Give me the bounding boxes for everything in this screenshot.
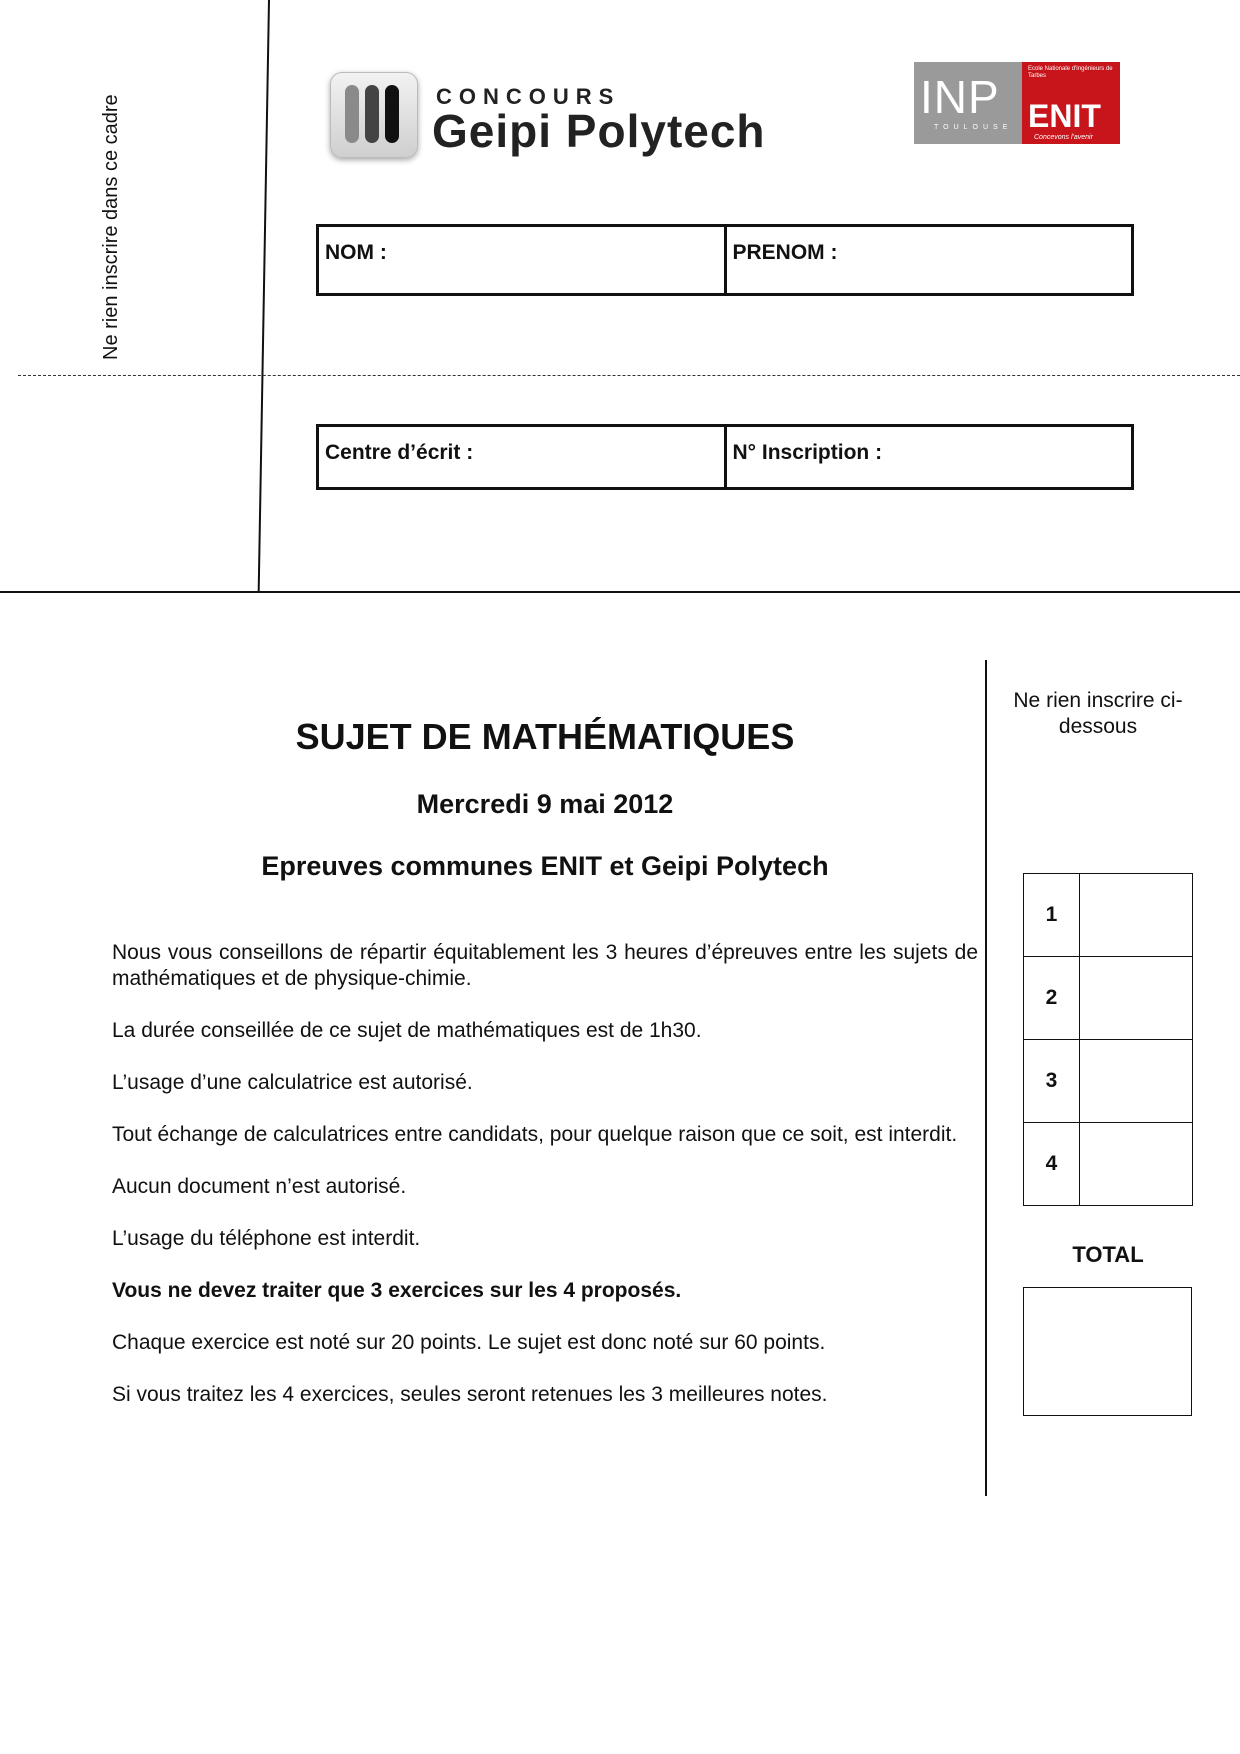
brand-name: Geipi Polytech: [432, 105, 766, 157]
score-cell: [1080, 957, 1193, 1040]
exercise-number: 4: [1024, 1123, 1080, 1206]
page-title: SUJET DE MATHÉMATIQUES: [295, 716, 795, 757]
nom-field[interactable]: [319, 227, 724, 293]
inscription-label: N° Inscription :: [732, 441, 883, 464]
inscription-field[interactable]: [724, 427, 1132, 487]
prenom-label: PRENOM :: [732, 241, 838, 264]
inp-logo-city: TOULOUSE: [934, 124, 1013, 131]
registration-box: [316, 424, 1134, 490]
instruction-item: L’usage du téléphone est interdit.: [112, 1227, 421, 1250]
score-cell: [1080, 1123, 1193, 1206]
score-row: [1024, 957, 1193, 1040]
score-row: [1024, 1123, 1193, 1206]
instruction-item: L’usage d’une calculatrice est autorisé.: [112, 1071, 473, 1094]
inp-logo-text: INP: [920, 71, 1000, 123]
exam-subtitle: Epreuves communes ENIT et Geipi Polytech: [261, 851, 829, 881]
prenom-field[interactable]: [724, 227, 1132, 293]
instruction-item: La durée conseillée de ce sujet de mathématiques est de 1h30.: [112, 1019, 702, 1042]
instruction-item: Aucun document n’est autorisé.: [112, 1175, 407, 1198]
scoring-header: Ne rien inscrire ci-dessous: [1013, 689, 1183, 738]
cut-dashed-line: [18, 375, 1240, 376]
score-cell: [1080, 874, 1193, 957]
score-row: [1024, 1040, 1193, 1123]
enit-logo-school: Ecole Nationale d'Ingénieurs de Tarbes: [1028, 66, 1113, 79]
instruction-item: Tout échange de calculatrices entre candidats, pour quelque raison que ce soit, est interdit.: [112, 1123, 958, 1146]
total-score-box: [1023, 1287, 1192, 1416]
exercise-number: 1: [1024, 874, 1080, 957]
exercise-number: 3: [1024, 1040, 1080, 1123]
geipi-logo-icon: [330, 72, 418, 158]
instructions: [112, 940, 978, 1434]
side-note: Ne rien inscrire dans ce cadre: [100, 94, 122, 360]
score-table: [1023, 873, 1193, 1206]
enit-logo-text: ENIT: [1028, 98, 1101, 134]
centre-label: Centre d’écrit :: [325, 441, 474, 464]
nom-label: NOM :: [325, 241, 387, 264]
instruction-item: Vous ne devez traiter que 3 exercices sur les 4 proposés.: [112, 1279, 682, 1302]
total-label: TOTAL: [1072, 1242, 1144, 1267]
header-separator-line: [0, 591, 1240, 593]
score-cell: [1080, 1040, 1193, 1123]
score-row: [1024, 874, 1193, 957]
concours-label: CONCOURS: [436, 84, 621, 109]
enit-logo-tagline: Concevons l'avenir: [1034, 134, 1093, 141]
identity-box: [316, 224, 1134, 296]
inp-enit-logo: [914, 62, 1120, 144]
instruction-item: Chaque exercice est noté sur 20 points. Le sujet est donc noté sur 60 points.: [112, 1331, 826, 1354]
instruction-item: Si vous traitez les 4 exercices, seules seront retenues les 3 meilleures notes.: [112, 1383, 828, 1406]
centre-field[interactable]: [319, 427, 724, 487]
margin-vertical-line: [258, 0, 270, 592]
instruction-item: Nous vous conseillons de répartir équitablement les 3 heures d’épreuves entre les sujets de mathématiques et de physique-chimie.: [112, 941, 978, 990]
exercise-number: 2: [1024, 957, 1080, 1040]
exam-date: Mercredi 9 mai 2012: [416, 789, 674, 819]
scoring-separator-line: [985, 660, 987, 1496]
